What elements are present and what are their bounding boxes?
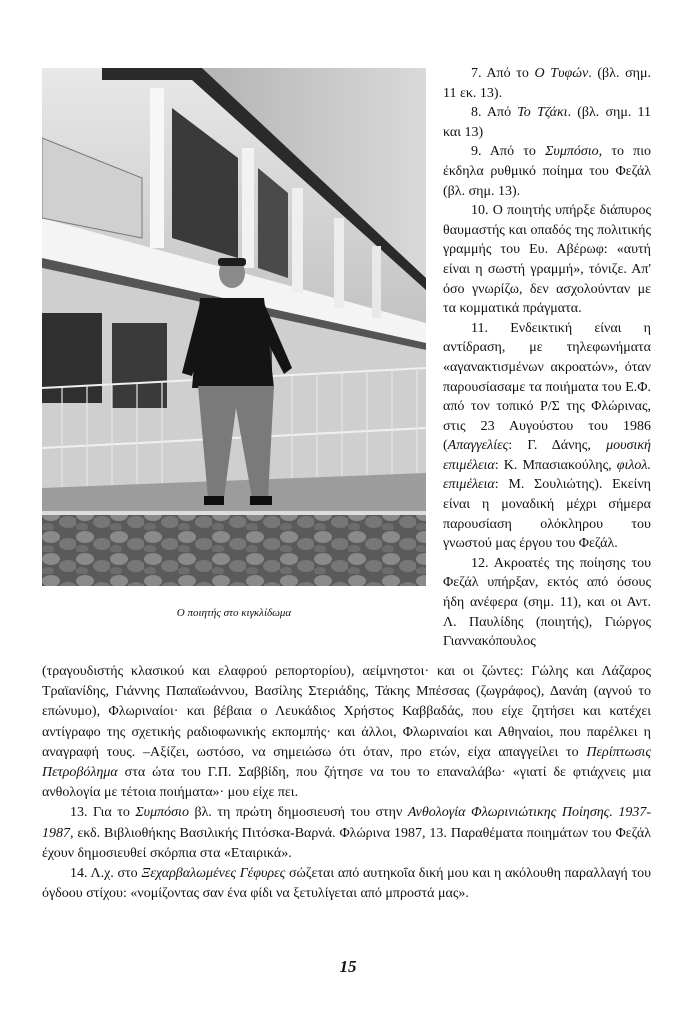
footnote-7: 7. Από το Ο Τυφών. (βλ. σημ. 11 εκ. 13).	[443, 66, 651, 101]
footnote-8: 8. Από Το Τζάκι. (βλ. σημ. 11 και 13)	[443, 105, 651, 140]
page-number: 15	[339, 957, 357, 976]
footnote-14: 14. Λ.χ. στο Ξεχαρβαλωμένες Γέφυρες σώζεται από αυτηκοΐα δική μου και η ακόλουθη παραλλαγή του όγδοου στίχου: «νομίζοντας σαν ένα φίδι να ξετυλίγεται από μπροστά μας».	[42, 866, 651, 902]
photograph-image	[42, 68, 426, 586]
footnote-13: 13. Για το Συμπόσιο βλ. τη πρώτη δημοσιευσή του στην Ανθολογία Φλωρινιώτικης Ποίησης. 1937-1987, εκδ. Βιβλιοθήκης Βασιλικής Πιτόσκα-Βαρνά. Φλώρινα 1987, 13. Παραθέματα ποιημάτων του Φεζάλ έχουν δημοσιευθεί σκόρπια στα «Εταιρικά».	[42, 805, 652, 861]
footnote-10: 10. Ο ποιητής υπήρξε διάπυρος θαυμαστής και οπαδός της πολιτικής γραμμής του Ευ. Αβέρωφ: «αυτή είναι η σωστή γραμμή», τόνιζε. Απ' όσο γνωρίζω, δεν ασχολούνταν με τα κομματικά πράγματα.	[443, 203, 652, 317]
poet-photograph	[42, 68, 426, 586]
notes-right-column	[443, 64, 651, 652]
footnote-11: 11. Ενδεικτική είναι η αντίδραση, με τηλεφωνήματα «αγανακτισμένων ακροατών», όταν παρουσίασαμε τα ποιήματα του Ε.Φ. από τον τοπικό Ρ/Σ της Φλώρινας, στις 23 Αυγούστου του 1986 (Απαγγελίες: Γ. Δάνης, μουσική επιμέλεια: Κ. Μπασιακούλης, φιλολ. επιμέλεια: Μ. Σουλιώτης). Εκείνη είναι η μοναδική μέχρι σήμερα παρουσίαση ολόκληρου του γνωστού μας έργου του Φεζάλ.	[443, 320, 651, 552]
photo-caption: Ο ποιητής στο κιγκλίδωμα	[176, 607, 292, 619]
footnote-12-continuation: (τραγουδιστής κλασικού και ελαφρού ρεπορτορίου), αείμνηστοι· και οι ζώντες: Γώλης και Λάζαρος Τραϊανίδης, Γιάννης Παπαϊωάννου, Βασίλης Στεριάδης, Τάκης Μπέσσας (ζωγράφος), Δανάη (αγνού το επώνυμο), Φλωριναίοι· και βέβαια ο Λευκάδιος Χρήστος Καββαδάς, που είχε ζητήσει και κατέχει αντίγραφο της σχετικής ραδιοφωνικής εκπομπής· και άλλοι, Φλωριναίοι και Αθηναίοι, που παρέλκει η αναγραφή τους. –Αξίζει, ωστόσο, να σημειώσω ότι όταν, προ ετών, είχα απαγγείλει το Περίπτωσις Πετροβόλημα στα ώτα του Γ.Π. Σαββίδη, που ζήτησε να του το επαναλάβω· «γιατί δε φτιάχνεις μια ανθολογία με τέτοια ποιήματα»· μου είχε πει.	[42, 664, 651, 801]
footnote-12: 12. Ακροατές της ποίησης του Φεζάλ υπήρξαν, εκτός από όσους ήδη ανέφερα (σημ. 11), και οι Αντ. Λ. Παυλίδης (ποιητής), Γιώργος Γιαννακόπουλος	[443, 555, 651, 650]
footnote-9: 9. Από το Συμπόσιο, το πιο έκδηλα ρυθμικό ποίημα του Φεζάλ (βλ. σημ. 13).	[443, 144, 651, 199]
notes-full-width	[42, 662, 651, 904]
